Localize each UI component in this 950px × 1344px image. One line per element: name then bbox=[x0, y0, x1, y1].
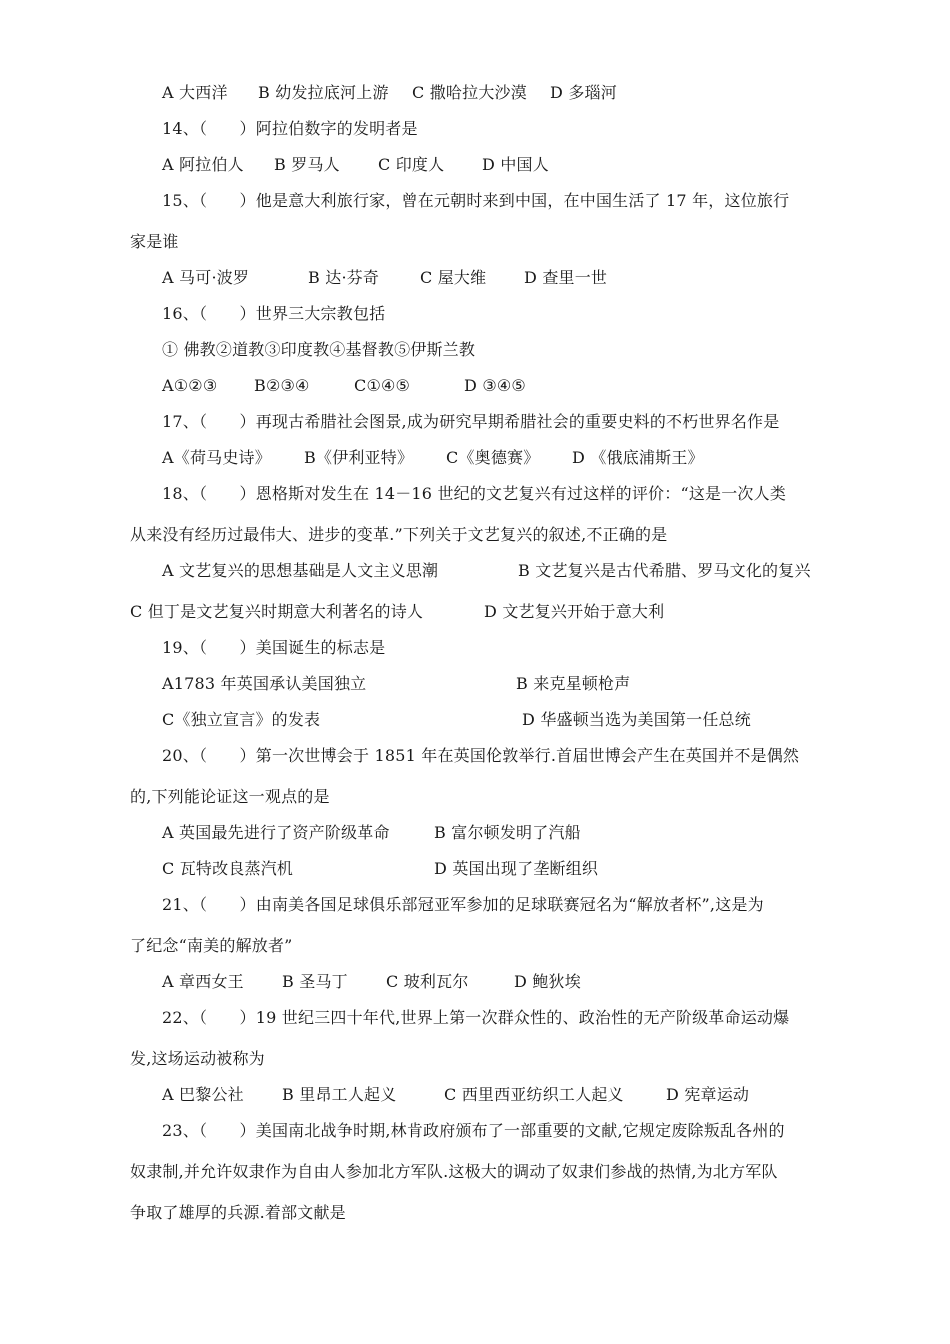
q20-option-c: C 瓦特改良蒸汽机 bbox=[162, 859, 294, 878]
q16-items: ① 佛教②道教③印度教④基督教⑤伊斯兰教 bbox=[162, 340, 476, 359]
q14-option-d: D 中国人 bbox=[482, 155, 549, 174]
q16-option-c: C①④⑤ bbox=[354, 376, 411, 395]
q21-option-a: A 章西女王 bbox=[162, 972, 244, 991]
q15-option-a: A 马可·波罗 bbox=[162, 268, 250, 287]
q19-option-b: B 来克星顿枪声 bbox=[516, 674, 631, 693]
q14-options bbox=[162, 155, 549, 175]
q21-option-b: B 圣马丁 bbox=[282, 972, 348, 991]
q14-option-b: B 罗马人 bbox=[274, 155, 340, 174]
q18-stem-line1: 18、（ ）恩格斯对发生在 14－16 世纪的文艺复兴有过这样的评价：“这是一次人类 bbox=[162, 484, 787, 503]
q17-options bbox=[162, 448, 704, 468]
q13-option-a: A 大西洋 bbox=[162, 83, 228, 102]
q23-stem-line3: 争取了雄厚的兵源.着部文献是 bbox=[130, 1203, 346, 1222]
q16-stem: 16、（ ）世界三大宗教包括 bbox=[162, 304, 386, 323]
q22-stem-line2: 发,这场运动被称为 bbox=[130, 1049, 265, 1068]
q22-option-c: C 西里西亚纺织工人起义 bbox=[444, 1085, 624, 1104]
q21-option-c: C 玻利瓦尔 bbox=[386, 972, 469, 991]
q18-option-a: A 文艺复兴的思想基础是人文主义思潮 bbox=[162, 561, 439, 580]
q17-option-c: C《奥德赛》 bbox=[446, 448, 540, 467]
q15-stem-line1: 15、（ ）他是意大利旅行家，曾在元朝时来到中国，在中国生活了 17 年，这位旅行 bbox=[162, 191, 790, 210]
q13-option-d: D 多瑙河 bbox=[550, 83, 617, 102]
q14-option-c: C 印度人 bbox=[378, 155, 445, 174]
q14-stem: 14、（ ）阿拉伯数字的发明者是 bbox=[162, 119, 418, 138]
q19-option-c: C《独立宣言》的发表 bbox=[162, 710, 321, 729]
q18-option-b: B 文艺复兴是古代希腊、罗马文化的复兴 bbox=[518, 561, 811, 580]
q21-stem-line1: 21、（ ）由南美各国足球俱乐部冠亚军参加的足球联赛冠名为“解放者杯”,这是为 bbox=[162, 895, 764, 914]
q17-option-a: A《荷马史诗》 bbox=[162, 448, 271, 467]
q15-option-c: C 屋大维 bbox=[420, 268, 487, 287]
q20-option-d: D 英国出现了垄断组织 bbox=[434, 859, 599, 878]
q20-option-b: B 富尔顿发明了汽船 bbox=[434, 823, 581, 842]
q16-option-d: D ③④⑤ bbox=[464, 376, 526, 395]
q16-option-a: A①②③ bbox=[162, 376, 218, 395]
q13-option-b: B 幼发拉底河上游 bbox=[258, 83, 389, 102]
q13-options bbox=[162, 83, 617, 103]
q22-options bbox=[162, 1085, 749, 1105]
q17-option-d: D 《俄底浦斯王》 bbox=[572, 448, 704, 467]
q18-option-d: D 文艺复兴开始于意大利 bbox=[484, 602, 665, 621]
q15-stem-line2: 家是谁 bbox=[130, 232, 179, 251]
q15-option-d: D 查里一世 bbox=[524, 268, 608, 287]
q14-option-a: A 阿拉伯人 bbox=[162, 155, 244, 174]
q20-option-a: A 英国最先进行了资产阶级革命 bbox=[162, 823, 390, 842]
q22-stem-line1: 22、（ ）19 世纪三四十年代,世界上第一次群众性的、政治性的无产阶级革命运动爆 bbox=[162, 1008, 790, 1027]
q19-stem: 19、（ ）美国诞生的标志是 bbox=[162, 638, 386, 657]
q23-stem-line1: 23、（ ）美国南北战争时期,林肯政府颁布了一部重要的文献,它规定废除叛乱各州的 bbox=[162, 1121, 785, 1140]
q22-option-b: B 里昂工人起义 bbox=[282, 1085, 397, 1104]
q22-option-d: D 宪章运动 bbox=[666, 1085, 750, 1104]
q20-stem-line1: 20、（ ）第一次世博会于 1851 年在英国伦敦举行.首届世博会产生在英国并不是偶然 bbox=[162, 746, 800, 765]
q19-option-d: D 华盛顿当选为美国第一任总统 bbox=[522, 710, 751, 729]
q17-stem: 17、（ ）再现古希腊社会图景,成为研究早期希腊社会的重要史料的不朽世界名作是 bbox=[162, 412, 780, 431]
q20-stem-line2: 的,下列能论证这一观点的是 bbox=[130, 787, 330, 806]
q16-option-b: B②③④ bbox=[254, 376, 310, 395]
q21-stem-line2: 了纪念“南美的解放者” bbox=[130, 936, 293, 955]
q21-options bbox=[162, 972, 581, 992]
q15-options bbox=[162, 268, 607, 288]
q17-option-b: B《伊利亚特》 bbox=[304, 448, 414, 467]
q15-option-b: B 达·芬奇 bbox=[308, 268, 380, 287]
q18-stem-line2: 从来没有经历过最伟大、进步的变革.”下列关于文艺复兴的叙述,不正确的是 bbox=[130, 525, 668, 544]
q23-stem-line2: 奴隶制,并允许奴隶作为自由人参加北方军队.这极大的调动了奴隶们参战的热情,为北方军队 bbox=[130, 1162, 778, 1181]
q21-option-d: D 鲍狄埃 bbox=[514, 972, 581, 991]
q16-options bbox=[162, 376, 526, 396]
q18-option-c: C 但丁是文艺复兴时期意大利著名的诗人 bbox=[130, 602, 424, 621]
q22-option-a: A 巴黎公社 bbox=[162, 1085, 244, 1104]
q13-option-c: C 撒哈拉大沙漠 bbox=[412, 83, 527, 102]
q19-option-a: A1783 年英国承认美国独立 bbox=[162, 674, 367, 693]
